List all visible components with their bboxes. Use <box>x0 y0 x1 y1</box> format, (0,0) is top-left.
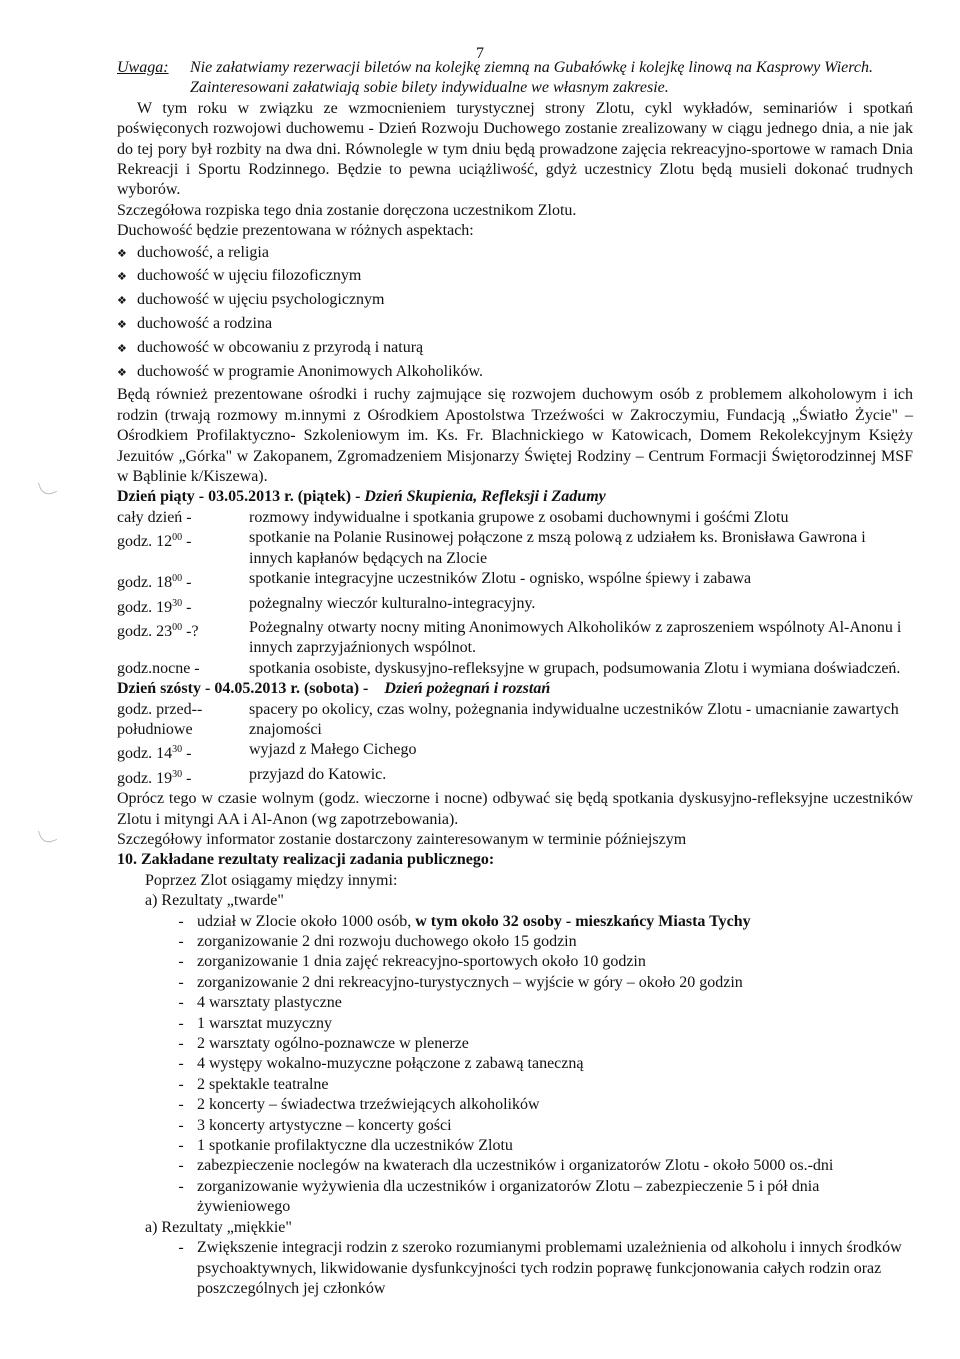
list-item-text: 4 występy wokalno-muzyczne połączone z zabawą taneczną <box>197 1055 584 1073</box>
hard-result-item <box>165 993 913 1013</box>
schedule-description: rozmowy indywidualne i spotkania grupowe z osobami duchownymi i gośćmi Zlotu <box>249 508 789 526</box>
time-minutes: 30 <box>172 768 183 780</box>
schedule-description: spotkania osobiste, dyskusyjno-refleksyjne w grupach, podsumowania Zlotu i wymiana doświadczeń. <box>249 659 901 677</box>
day5-title: Dzień Skupienia, Refleksji i Zadumy <box>364 488 606 506</box>
paragraph: Szczegółowy informator zostanie dostarczony zainteresowanym w terminie późniejszym <box>117 830 687 848</box>
list-item-text: 3 koncerty artystyczne – koncerty gości <box>197 1116 452 1134</box>
list-item-text: 4 warsztaty plastyczne <box>197 994 342 1012</box>
hard-result-item <box>165 952 913 972</box>
schedule-time: godz. $19^{30}$ - <box>117 768 192 787</box>
day6-schedule <box>117 700 913 790</box>
dash-marker: - <box>178 1014 184 1032</box>
scan-margin-mark <box>38 478 57 497</box>
aspect-item <box>117 243 913 264</box>
bullet-diamond-icon: ❖ <box>117 319 127 332</box>
hard-result-item <box>165 1136 913 1156</box>
hard-results-list <box>117 912 913 1218</box>
scan-margin-mark <box>38 826 57 845</box>
schedule-time: godz. przed-- południowe <box>117 700 203 738</box>
hard-result-item <box>165 1054 913 1074</box>
bullet-diamond-icon: ❖ <box>117 247 127 260</box>
dash-marker: - <box>178 912 184 930</box>
schedule-row <box>117 508 913 528</box>
aspect-text: duchowość w programie Anonimowych Alkoholików. <box>137 362 484 380</box>
note-text: Nie załatwiamy rezerwacji biletów na kolejkę ziemną na Gubałówkę i kolejkę linową na Kasprowy Wierch. Zainteresowani załatwiają sobie bilety indywidualne we własnym zakresie. <box>190 59 874 97</box>
list-item-text: 1 spotkanie profilaktyczne dla uczestników Zlotu <box>197 1137 513 1155</box>
list-item-bold: w tym około 32 osoby - mieszkańcy Miasta Tychy <box>415 912 751 930</box>
hard-result-item <box>165 932 913 952</box>
dash-marker: - <box>178 1157 184 1175</box>
hard-result-item <box>165 1075 913 1095</box>
schedule-description: wyjazd z Małego Cichego <box>249 741 417 759</box>
hard-result-item <box>165 1177 913 1218</box>
list-item-text: zorganizowanie wyżywienia dla uczestników i organizatorów Zlotu – zabezpieczenie 5 i pół dnia żywieniowego <box>197 1177 820 1216</box>
schedule-time: cały dzień - <box>117 508 192 526</box>
list-item-text: zorganizowanie 1 dnia zajęć rekreacyjno-sportowych około 10 godzin <box>197 953 646 971</box>
schedule-row <box>117 528 913 569</box>
schedule-description: Pożegnalny otwarty nocny miting Anonimowych Alkoholików z zaproszeniem wspólnoty Al-Anonu i innych zaprzyjaźnionych wspólnot. <box>249 618 902 657</box>
note <box>117 58 913 99</box>
list-item-text: 2 spektakle teatralne <box>197 1075 329 1093</box>
list-item-text: zorganizowanie 2 dni rekreacyjno-turystycznych – wyjście w góry – około 20 godzin <box>197 973 743 991</box>
schedule-row <box>117 594 913 618</box>
paragraph: Duchowość będzie prezentowana w różnych aspektach: <box>117 222 474 240</box>
aspect-item <box>117 362 913 383</box>
bullet-diamond-icon: ❖ <box>117 295 127 308</box>
list-item-text: Zwiększenie integracji rodzin z szeroko rozumianymi problemami uzależnienia od alkoholu i innych środków psychoaktywnych, likwidowanie dysfunkcyjności tych rodzin poprawę funkcjonowania całych rodzin oraz poszczególnych jej członków <box>197 1239 902 1297</box>
dash-marker: - <box>178 1075 184 1093</box>
hard-result-item <box>165 1156 913 1176</box>
schedule-time: godz. $14^{30}$ - <box>117 744 192 763</box>
page-number: 7 <box>476 45 484 62</box>
list-item-text: 2 koncerty – świadectwa trzeźwiejących alkoholików <box>197 1096 540 1114</box>
dash-marker: - <box>178 933 184 950</box>
section-10-heading: 10. Zakładane rezultaty realizacji zadania publicznego: <box>117 851 495 869</box>
aspect-item <box>117 266 913 287</box>
hard-result-item <box>165 1116 913 1136</box>
list-item-text: zabezpieczenie noclegów na kwaterach dla uczestników i organizatorów Zlotu - około 5000 os.-dni <box>197 1157 834 1175</box>
bullet-diamond-icon: ❖ <box>117 342 127 355</box>
paragraph: Oprócz tego w czasie wolnym (godz. wieczorne i nocne) odbywać się będą spotkania dyskusyjno-refleksyjne uczestników Zlotu i mityngi AA i Al-Anon (wg zapotrzebowania). <box>117 790 913 828</box>
schedule-time: godz. $12^{00}$ - <box>117 532 192 551</box>
schedule-description: pożegnalny wieczór kulturalno-integracyjny. <box>249 594 536 612</box>
dash-marker: - <box>178 953 184 971</box>
aspect-item <box>117 338 913 359</box>
aspect-item <box>117 290 913 311</box>
time-minutes: 00 <box>172 532 183 544</box>
bullet-diamond-icon: ❖ <box>117 271 127 284</box>
schedule-time: godz. $18^{00}$ - <box>117 573 192 592</box>
soft-results-label: a) Rezultaty „miękkie" <box>145 1218 292 1236</box>
schedule-row <box>117 765 913 789</box>
schedule-row <box>117 740 913 764</box>
day6-title: Dzień pożegnań i rozstań <box>384 680 551 698</box>
schedule-time: godz. $19^{30}$ - <box>117 597 192 616</box>
schedule-row <box>117 569 913 593</box>
schedule-row <box>117 618 913 659</box>
dash-marker: - <box>178 1177 184 1195</box>
aspect-text: duchowość, a religia <box>137 243 269 261</box>
hard-result-item <box>165 973 913 993</box>
time-minutes: 30 <box>172 597 183 609</box>
dash-marker: - <box>178 1137 184 1155</box>
paragraph: Szczegółowa rozpiska tego dnia zostanie doręczona uczestnikom Zlotu. <box>117 201 577 219</box>
aspect-item <box>117 314 913 335</box>
dash-marker: - <box>178 1035 184 1053</box>
hard-result-item <box>165 1034 913 1054</box>
dash-marker: - <box>178 1239 184 1257</box>
day6-heading: Dzień szósty - 04.05.2013 r. (sobota) - Dzień pożegnań i rozstań <box>117 680 551 698</box>
time-minutes: 00 <box>172 621 183 633</box>
aspect-text: duchowość w obcowaniu z przyrodą i naturą <box>137 338 424 356</box>
soft-results-list <box>117 1238 913 1299</box>
note-label: Uwaga: <box>117 59 169 76</box>
day5-schedule <box>117 508 913 679</box>
list-item-text: udział w Zlocie około 1000 osób, w tym około 32 osoby - mieszkańcy Miasta Tychy <box>197 912 751 930</box>
list-item-text: zorganizowanie 2 dni rozwoju duchowego około 15 godzin <box>197 933 577 950</box>
aspect-text: duchowość a rodzina <box>137 315 273 333</box>
hard-result-item <box>165 1095 913 1115</box>
schedule-row <box>117 659 913 679</box>
schedule-description: przyjazd do Katowic. <box>249 765 387 783</box>
section-10-intro: Poprzez Zlot osiągamy między innymi: <box>145 871 398 889</box>
paragraph: Będą również prezentowane ośrodki i ruchy zajmujące się rozwojem duchowym osób z problemem alkoholowym i ich rodzin (trwają rozmowy m.innymi z Ośrodkiem Apostolstwa Trzeźwości w Zakroczymiu, Fundacją „Światło Życie" – Ośrodkiem Profilaktyczno- Szkoleniowym im. Ks. Fr. Blachnickiego w Katowicach, Domem Rekolekcyjnym Księży Jezuitów „Górka" w Zakopanem, Zgromadzeniem Misjonarzy Świętej Rodziny – Centrum Formacji Świętorodzinnej MSF w Bąblinie k/Kiszewa). <box>117 386 913 486</box>
dash-marker: - <box>178 1055 184 1073</box>
soft-result-item <box>165 1238 913 1299</box>
paragraph: W tym roku w związku ze wzmocnieniem turystycznej strony Zlotu, cykl wykładów, seminariów i spotkań poświęconych rozwojowi duchowemu - Dzień Rozwoju Duchowego zostanie zrealizowany w ciągu jednego dnia, a nie jak do tej pory był rozbity na dwa dni. Równolegle w tym dniu będą prowadzone zajęcia rekreacyjno-sportowe w ramach Dnia Rekreacji i Sportu Rodzinnego. Będzie to pewna uciążliwość, gdyż uczestnicy Zlotu będą musieli dokonać trudnych wyborów. <box>117 99 913 199</box>
dash-marker: - <box>178 1116 184 1134</box>
document-body <box>117 58 913 1299</box>
aspect-text: duchowość w ujęciu filozoficznym <box>137 267 362 285</box>
list-item-text: 2 warsztaty ogólno-poznawcze w plenerze <box>197 1035 469 1053</box>
time-minutes: 30 <box>172 744 183 756</box>
schedule-description: spacery po okolicy, czas wolny, pożegnania indywidualne uczestników Zlotu - umacnianie zawartych znajomości <box>249 700 899 738</box>
day5-heading: Dzień piąty - 03.05.2013 r. (piątek) - Dzień Skupienia, Refleksji i Zadumy <box>117 488 606 506</box>
schedule-description: spotkanie na Polanie Rusinowej połączone z mszą polową z udziałem ks. Bronisława Gawrona i innych kapłanów będących na Zlocie <box>249 529 866 567</box>
dash-marker: - <box>178 1096 184 1114</box>
schedule-time: godz.nocne - <box>117 659 200 677</box>
hard-result-item <box>165 912 913 932</box>
schedule-row <box>117 700 913 741</box>
hard-result-item <box>165 1014 913 1034</box>
dash-marker: - <box>178 994 184 1012</box>
list-item-text: 1 warsztat muzyczny <box>197 1014 333 1032</box>
bullet-diamond-icon: ❖ <box>117 366 127 379</box>
dash-marker: - <box>178 973 184 991</box>
hard-results-label: a) Rezultaty „twarde" <box>145 892 284 910</box>
aspect-text: duchowość w ujęciu psychologicznym <box>137 291 385 309</box>
schedule-time: godz. $23^{00}$ -? <box>117 621 199 640</box>
time-minutes: 00 <box>172 573 183 585</box>
schedule-description: spotkanie integracyjne uczestników Zlotu - ognisko, wspólne śpiewy i zabawa <box>249 570 752 588</box>
aspects-list <box>117 243 913 383</box>
